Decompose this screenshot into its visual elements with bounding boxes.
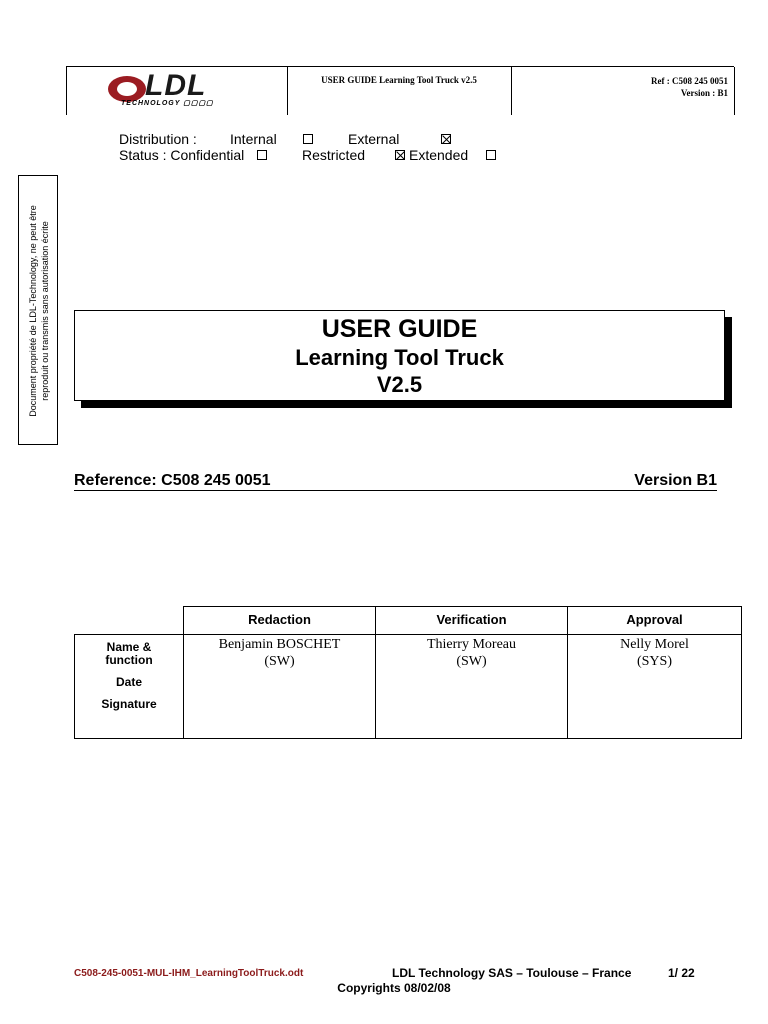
header-approval: Approval: [567, 606, 742, 635]
approval-cell: [567, 634, 742, 739]
header-redaction: Redaction: [183, 606, 376, 635]
redaction-function: (SW): [264, 654, 295, 669]
reference-version: Version B1: [634, 472, 717, 489]
header-ref-cell: [512, 67, 735, 115]
header-verification: Verification: [375, 606, 568, 635]
distribution-label: Distribution :: [119, 131, 197, 147]
internal-label: Internal: [230, 131, 277, 147]
footer-company: LDL Technology SAS – Toulouse – France: [392, 966, 632, 980]
external-label: External: [348, 131, 400, 147]
restricted-checkbox[interactable]: [395, 150, 405, 160]
verification-function: (SW): [456, 654, 487, 669]
label-date: Date: [115, 675, 142, 689]
page-footer: [0, 966, 768, 1002]
approval-function: (SYS): [636, 654, 672, 669]
header-version: Version : B1: [680, 88, 728, 98]
reference-line: [74, 472, 717, 491]
external-checkbox[interactable]: [441, 134, 451, 144]
extended-checkbox[interactable]: [486, 150, 496, 160]
row-label-cell: [74, 634, 184, 739]
document-header: [66, 66, 734, 115]
reference-number: Reference: C508 245 0051: [74, 472, 271, 489]
redaction-name: Benjamin BOSCHET: [218, 637, 341, 652]
logo-subtext: TECHNOLOGY ▢▢▢▢: [121, 100, 214, 107]
logo-text: LDL: [145, 69, 207, 102]
side-note-text: [27, 191, 51, 431]
ldl-logo: [107, 71, 237, 111]
verification-name: Thierry Moreau: [426, 637, 517, 652]
header-doc-title: USER GUIDE Learning Tool Truck v2.5: [321, 75, 477, 85]
internal-checkbox[interactable]: [303, 134, 313, 144]
extended-label: Extended: [409, 147, 469, 163]
footer-filename: C508-245-0051-MUL-IHM_LearningToolTruck.odt: [74, 968, 304, 979]
header-ref: Ref : C508 245 0051: [651, 76, 728, 86]
header-title-cell: [287, 67, 512, 115]
footer-page-number: 1/ 22: [668, 966, 695, 980]
footer-copyright: Copyrights 08/02/08: [337, 981, 451, 995]
confidential-checkbox[interactable]: [257, 150, 267, 160]
side-note-line2: reproduit ou transmis sans autorisation écrite: [40, 221, 50, 401]
header-ref-block: [651, 75, 728, 99]
label-function: function: [105, 653, 153, 667]
confidentiality-side-note: [18, 175, 58, 445]
approval-name: Nelly Morel: [620, 637, 689, 652]
status-label: Status : Confidential: [119, 147, 245, 163]
row-labels: [75, 641, 183, 711]
restricted-label: Restricted: [302, 147, 366, 163]
redaction-cell: [183, 634, 376, 739]
title-box: [74, 310, 725, 401]
title-line1: USER GUIDE: [321, 315, 478, 343]
verification-cell: [375, 634, 568, 739]
label-signature: Signature: [101, 697, 157, 711]
header-logo-cell: [66, 67, 288, 115]
title-line3: V2.5: [376, 372, 423, 397]
title-line2: Learning Tool Truck: [295, 345, 504, 370]
side-note-line1: Document propriété de LDL-Technology, ne peut être: [28, 205, 38, 417]
approval-table: [74, 606, 742, 739]
label-name: Name &: [106, 640, 152, 654]
